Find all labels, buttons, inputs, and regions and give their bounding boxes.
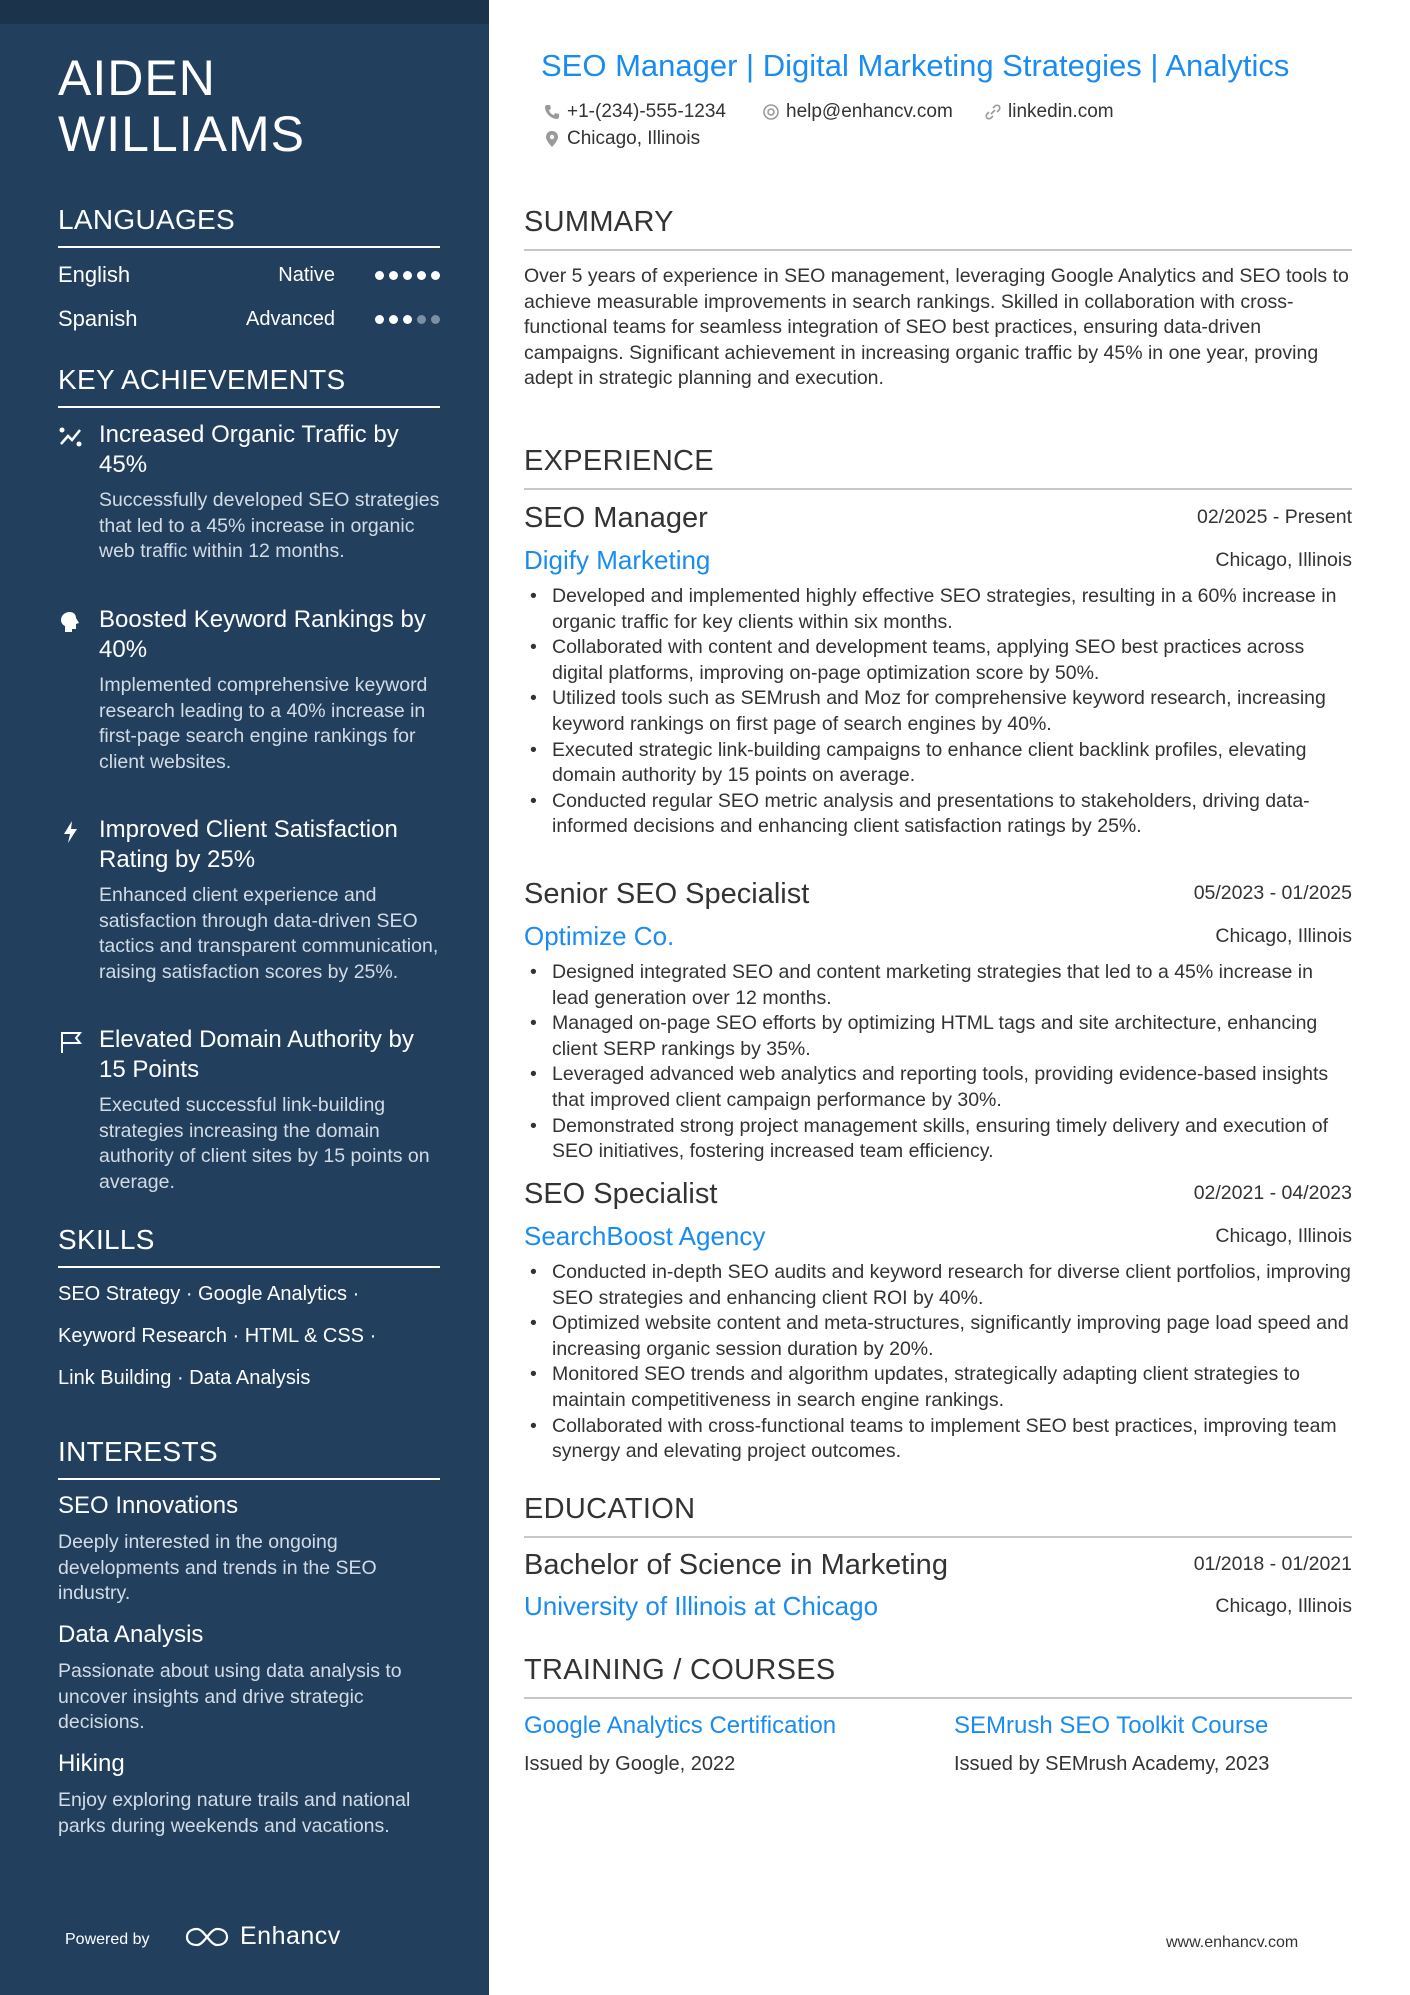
job-title: SEO Manager — [524, 502, 708, 534]
bullet-item: • Developed and implemented highly effective SEO strategies, resulting in a 60% increase in organic traffic for key clients within six months. — [524, 584, 1354, 635]
job-bullets — [524, 584, 1354, 840]
education-date: 01/2018 - 01/2021 — [1193, 1553, 1352, 1575]
at-icon — [762, 103, 780, 121]
achievement-desc: Executed successful link-building strategies increasing the domain authority of client sites by 15 points on average. — [99, 1094, 430, 1193]
job-date: 02/2025 - Present — [1196, 506, 1352, 528]
interest-title: SEO Innovations — [58, 1492, 239, 1519]
language-name: English — [58, 262, 131, 287]
language-level: Advanced — [246, 308, 335, 330]
language-row — [58, 262, 440, 292]
job-date: 02/2021 - 04/2023 — [1193, 1182, 1352, 1204]
bullet-item: • Demonstrated strong project management skills, ensuring timely delivery and execution of SEO initiatives, fostering increased team efficiency. — [524, 1114, 1354, 1165]
linkedin-text[interactable]: linkedin.com — [1008, 101, 1114, 122]
interests-title: INTERESTS — [58, 1436, 440, 1480]
education-degree: Bachelor of Science in Marketing — [524, 1549, 948, 1581]
phone-text: +1-(234)-555-1234 — [567, 101, 726, 122]
proficiency-dots — [375, 315, 440, 324]
phone-icon — [543, 103, 561, 121]
achievement-title: Elevated Domain Authority by 15 Points — [99, 1026, 414, 1083]
training-title: TRAINING / COURSES — [524, 1654, 1352, 1699]
contact-phone — [543, 101, 726, 123]
brain-icon — [58, 609, 84, 635]
job-title: SEO Specialist — [524, 1178, 718, 1210]
interest-desc: Enjoy exploring nature trails and national parks during weekends and vacations. — [58, 1789, 411, 1837]
location-text: Chicago, Illinois — [567, 128, 701, 149]
course-issuer: Issued by Google, 2022 — [524, 1753, 736, 1775]
job-title: Senior SEO Specialist — [524, 878, 810, 910]
achievement-desc: Successfully developed SEO strategies that led to a 45% increase in organic web traffic within 12 months. — [99, 489, 440, 563]
language-name: Spanish — [58, 306, 138, 331]
bullet-item: • Collaborated with cross-functional teams to implement SEO best practices, improving team synergy and elevating project outcomes. — [524, 1414, 1354, 1465]
powered-by-label: Powered by — [65, 1931, 150, 1948]
skills-line: Keyword Research · HTML & CSS · — [58, 1325, 377, 1347]
language-level: Native — [278, 264, 335, 286]
brand-logo — [184, 1922, 341, 1951]
language-row — [58, 306, 440, 336]
course-title: SEMrush SEO Toolkit Course — [954, 1712, 1269, 1739]
summary-text: Over 5 years of experience in SEO management, leveraging Google Analytics and SEO tools to achieve measurable improvements in search rankings. Skilled in collaboration with cross-functional teams for seamless integration of SEO best practices, ensuring data-driven campaigns. Significant achievement in increasing organic traffic by 45% in one year, proving adept in strategic planning and execution. — [524, 265, 1349, 390]
bullet-item: • Monitored SEO trends and algorithm updates, strategically adapting client strategies to maintain competitiveness in search engine rankings. — [524, 1362, 1354, 1413]
achievement-desc: Implemented comprehensive keyword research leading to a 40% increase in first-page search engine rankings for client websites. — [99, 674, 428, 773]
interest-title: Hiking — [58, 1750, 125, 1777]
interest-title: Data Analysis — [58, 1621, 204, 1648]
job-date: 05/2023 - 01/2025 — [1193, 882, 1352, 904]
brand-name: Enhancv — [240, 1922, 341, 1950]
contact-linkedin — [984, 101, 1114, 123]
website-link[interactable]: www.enhancv.com — [1166, 1934, 1299, 1951]
job-location: Chicago, Illinois — [1215, 925, 1352, 947]
job-company: Digify Marketing — [524, 545, 711, 575]
education-school: University of Illinois at Chicago — [524, 1591, 879, 1621]
course-issuer: Issued by SEMrush Academy, 2023 — [954, 1753, 1270, 1775]
bullet-item: • Collaborated with content and development teams, applying SEO best practices across digital platforms, improving on-page optimization score by 50%. — [524, 635, 1354, 686]
bullet-item: • Conducted regular SEO metric analysis and presentations to stakeholders, driving data-informed decisions and enhancing client satisfaction ratings by 25%. — [524, 789, 1354, 840]
job-company: SearchBoost Agency — [524, 1221, 766, 1251]
achievement-title: Improved Client Satisfaction Rating by 25% — [99, 816, 398, 873]
flag-icon — [58, 1029, 84, 1055]
infinity-logo-icon — [184, 1925, 230, 1949]
link-icon — [984, 103, 1002, 121]
proficiency-dots — [375, 271, 440, 280]
bullet-item: • Managed on-page SEO efforts by optimizing HTML tags and site architecture, enhancing client SERP rankings by 35%. — [524, 1011, 1354, 1062]
experience-title: EXPERIENCE — [524, 445, 1352, 490]
interest-desc: Deeply interested in the ongoing developments and trends in the SEO industry. — [58, 1531, 377, 1605]
skills-title: SKILLS — [58, 1224, 440, 1268]
contact-location — [543, 128, 700, 150]
bullet-item: • Conducted in-depth SEO audits and keyword research for diverse client portfolios, improving SEO strategies and enhancing client ROI by 40%. — [524, 1260, 1354, 1311]
achievement-title: Boosted Keyword Rankings by 40% — [99, 606, 426, 663]
interest-desc: Passionate about using data analysis to uncover insights and drive strategic decisions. — [58, 1660, 402, 1734]
job-location: Chicago, Illinois — [1215, 549, 1352, 571]
bullet-item: • Executed strategic link-building campaigns to enhance client backlink profiles, elevating domain authority by 15 points on average. — [524, 738, 1354, 789]
email-text[interactable]: help@enhancv.com — [786, 101, 953, 122]
sidebar — [0, 0, 489, 1995]
job-company: Optimize Co. — [524, 921, 675, 951]
skills-line: SEO Strategy · Google Analytics · — [58, 1283, 360, 1305]
languages-title: LANGUAGES — [58, 204, 440, 248]
location-pin-icon — [543, 130, 561, 148]
bolt-icon — [58, 819, 84, 845]
job-location: Chicago, Illinois — [1215, 1225, 1352, 1247]
job-bullets — [524, 1260, 1354, 1465]
bullet-item: • Leveraged advanced web analytics and reporting tools, providing evidence-based insights that improved client campaign performance by 30%. — [524, 1062, 1354, 1113]
skills-line: Link Building · Data Analysis — [58, 1367, 311, 1389]
job-bullets — [524, 960, 1354, 1165]
achievement-desc: Enhanced client experience and satisfaction through data-driven SEO tactics and transparent communication, raising satisfaction scores by 25%. — [99, 884, 439, 983]
bullet-item: • Optimized website content and meta-structures, significantly improving page load speed and increasing organic session duration by 20%. — [524, 1311, 1354, 1362]
chart-icon — [58, 424, 84, 450]
candidate-name: AIDEN WILLIAMS — [58, 50, 305, 162]
contact-email — [762, 101, 953, 123]
headline: SEO Manager | Digital Marketing Strategies | Analytics — [541, 48, 1290, 83]
education-location: Chicago, Illinois — [1215, 1595, 1352, 1617]
achievements-title: KEY ACHIEVEMENTS — [58, 364, 440, 408]
bullet-item: • Designed integrated SEO and content marketing strategies that led to a 45% increase in lead generation over 12 months. — [524, 960, 1354, 1011]
course-title: Google Analytics Certification — [524, 1712, 837, 1739]
bullet-item: • Utilized tools such as SEMrush and Moz for comprehensive keyword research, increasing keyword rankings on first page of search engines by 40%. — [524, 686, 1354, 737]
education-title: EDUCATION — [524, 1493, 1352, 1538]
summary-title: SUMMARY — [524, 206, 1352, 251]
achievement-title: Increased Organic Traffic by 45% — [99, 421, 399, 478]
sidebar-top-strip — [0, 0, 489, 24]
